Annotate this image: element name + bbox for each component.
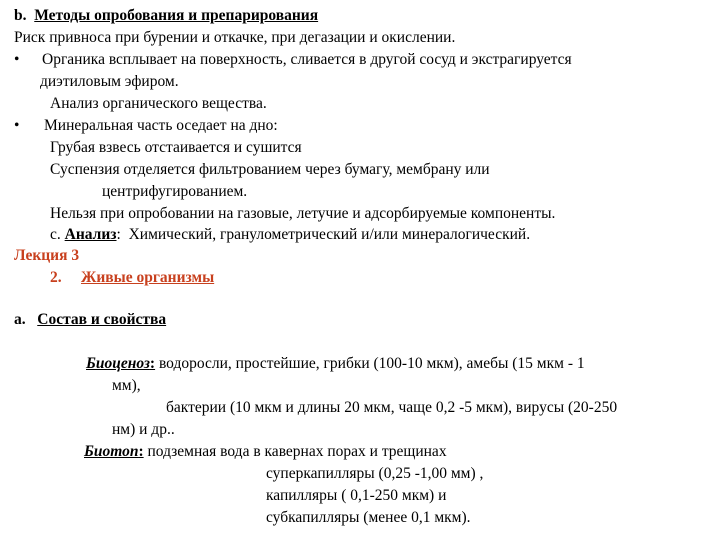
biocenosis-line-3: бактерии (10 мкм и длины 20 мкм, чаще 0,2 -5 мкм), вирусы (20-250: [166, 399, 618, 416]
section-a-heading: [14, 310, 166, 330]
organic-line-2: диэтиловым эфиром.: [40, 73, 179, 90]
bullet-mineral: [14, 116, 19, 136]
biocenosis-line-2: мм),: [112, 377, 141, 394]
biocenosis-line-4: нм) и др..: [112, 421, 175, 438]
section-b-marker: b.: [14, 7, 27, 24]
biotope-line-2: суперкапилляры (0,25 -1,00 мм) ,: [266, 465, 484, 482]
risk-line: Риск привноса при бурении и откачке, при дегазации и окислении.: [14, 29, 456, 46]
mineral-line-3: Суспензия отделяется фильтрованием через бумагу, мембрану или: [50, 161, 490, 178]
lecture-heading: [50, 268, 214, 288]
lecture-title: Живые организмы: [81, 269, 215, 286]
biocenosis-line-1: [86, 354, 585, 374]
biotope-label: Биотоп: [84, 443, 139, 460]
biotope-colon: :: [138, 443, 144, 460]
analysis-marker: c.: [50, 226, 61, 243]
organic-line-1: Органика всплывает на поверхность, сливается в другой сосуд и экстрагируется: [42, 51, 572, 68]
bullet-icon: •: [14, 51, 20, 68]
section-a-marker: a.: [14, 311, 26, 328]
analysis-label: Анализ: [64, 226, 117, 243]
analysis-text: Химический, гранулометрический и/или минералогический.: [128, 226, 531, 243]
biotope-line-1: [84, 442, 447, 462]
lecture-label: Лекция 3: [14, 247, 80, 264]
biocenosis-colon: :: [149, 355, 156, 372]
section-b-heading: [14, 6, 318, 26]
biocenosis-text-1: водоросли, простейшие, грибки (100-10 мкм), амебы (15 мкм - 1: [158, 355, 585, 372]
biotope-text-1: подземная вода в кавернах порах и трещинах: [147, 443, 447, 460]
organic-line-3: Анализ органического вещества.: [50, 95, 267, 112]
mineral-line-4: центрифугированием.: [102, 183, 248, 200]
lecture-number: 2.: [50, 269, 62, 286]
mineral-line-2: Грубая взвесь отстаивается и сушится: [50, 139, 302, 156]
analysis-colon: :: [116, 226, 121, 243]
mineral-line-1: Минеральная часть оседает на дно:: [44, 117, 278, 134]
section-a-title: Состав и свойства: [37, 311, 167, 328]
mineral-line-5: Нельзя при опробовании на газовые, летучие и адсорбируемые компоненты.: [50, 205, 556, 222]
bullet-organic: [14, 50, 19, 70]
analysis-line: [50, 225, 530, 245]
section-b-title: Методы опробования и препарирования: [34, 7, 319, 24]
bullet-icon: •: [14, 117, 20, 134]
biotope-line-3: капилляры ( 0,1-250 мкм) и: [266, 487, 447, 504]
biocenosis-label: Биоценоз: [86, 355, 150, 372]
biotope-line-4: субкапилляры (менее 0,1 мкм).: [266, 509, 471, 526]
